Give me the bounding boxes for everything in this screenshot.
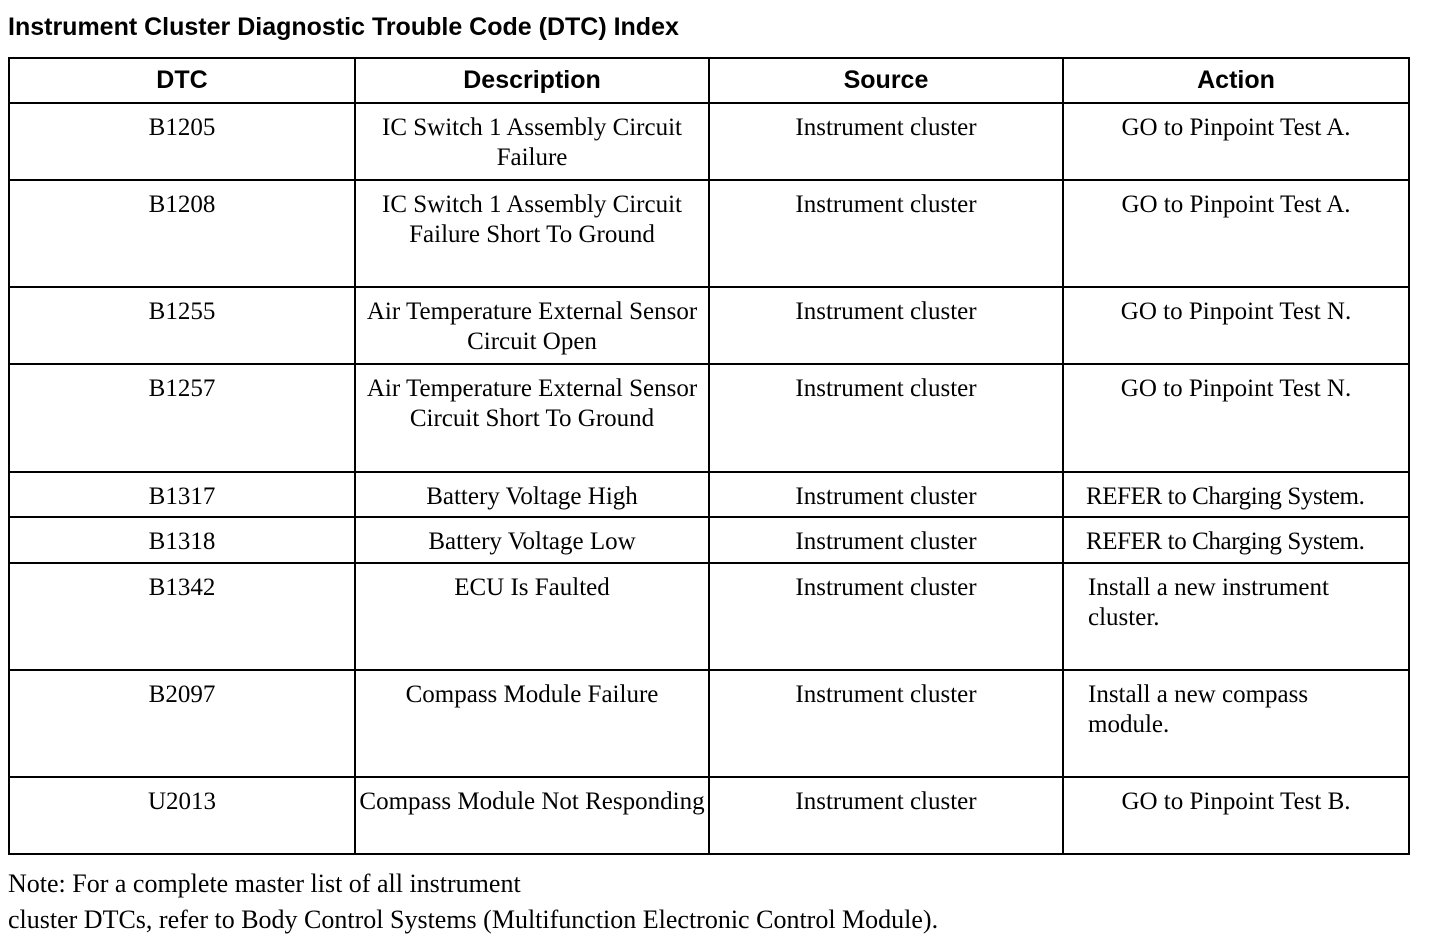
table-row xyxy=(9,777,1409,854)
dtc-code-cell: B1318 xyxy=(9,517,355,563)
column-header-source: Source xyxy=(709,58,1063,103)
footnote-line: Note: For a complete master list of all instrument xyxy=(8,869,521,898)
action-cell: GO to Pinpoint Test N. xyxy=(1063,287,1409,364)
dtc-code-cell: B1255 xyxy=(9,287,355,364)
description-cell: Battery Voltage Low xyxy=(355,517,709,563)
table-row xyxy=(9,364,1409,472)
table-row xyxy=(9,287,1409,364)
dtc-code-cell: B1257 xyxy=(9,364,355,472)
dtc-code-cell: B1208 xyxy=(9,180,355,287)
action-cell: Install a new compass module. xyxy=(1063,670,1409,777)
action-cell: Install a new instrument cluster. xyxy=(1063,563,1409,670)
table-row xyxy=(9,563,1409,670)
source-cell: Instrument cluster xyxy=(709,180,1063,287)
source-cell: Instrument cluster xyxy=(709,563,1063,670)
source-cell: Instrument cluster xyxy=(709,777,1063,854)
action-cell: GO to Pinpoint Test B. xyxy=(1063,777,1409,854)
dtc-code-cell: B2097 xyxy=(9,670,355,777)
description-cell: Air Temperature External Sensor Circuit Open xyxy=(355,287,709,364)
table-row xyxy=(9,472,1409,517)
column-header-description: Description xyxy=(355,58,709,103)
action-cell: REFER to Charging System. xyxy=(1063,472,1409,517)
description-cell: Battery Voltage High xyxy=(355,472,709,517)
action-cell: GO to Pinpoint Test N. xyxy=(1063,364,1409,472)
table-header-row xyxy=(9,58,1409,103)
description-cell: Compass Module Failure xyxy=(355,670,709,777)
column-header-action: Action xyxy=(1063,58,1409,103)
source-cell: Instrument cluster xyxy=(709,472,1063,517)
description-cell: IC Switch 1 Assembly Circuit Failure Short To Ground xyxy=(355,180,709,287)
description-cell: Air Temperature External Sensor Circuit Short To Ground xyxy=(355,364,709,472)
source-cell: Instrument cluster xyxy=(709,103,1063,180)
page-title: Instrument Cluster Diagnostic Trouble Code (DTC) Index xyxy=(8,13,679,41)
dtc-index-table xyxy=(8,57,1410,855)
column-header-dtc: DTC xyxy=(9,58,355,103)
table-row xyxy=(9,103,1409,180)
footnote xyxy=(8,866,938,938)
action-cell: REFER to Charging System. xyxy=(1063,517,1409,563)
source-cell: Instrument cluster xyxy=(709,287,1063,364)
dtc-code-cell: B1317 xyxy=(9,472,355,517)
description-cell: Compass Module Not Responding xyxy=(355,777,709,854)
dtc-code-cell: B1342 xyxy=(9,563,355,670)
description-cell: ECU Is Faulted xyxy=(355,563,709,670)
dtc-code-cell: B1205 xyxy=(9,103,355,180)
table-row xyxy=(9,670,1409,777)
source-cell: Instrument cluster xyxy=(709,670,1063,777)
source-cell: Instrument cluster xyxy=(709,364,1063,472)
source-cell: Instrument cluster xyxy=(709,517,1063,563)
dtc-code-cell: U2013 xyxy=(9,777,355,854)
action-cell: GO to Pinpoint Test A. xyxy=(1063,103,1409,180)
table-row xyxy=(9,180,1409,287)
table-row xyxy=(9,517,1409,563)
action-cell: GO to Pinpoint Test A. xyxy=(1063,180,1409,287)
description-cell: IC Switch 1 Assembly Circuit Failure xyxy=(355,103,709,180)
footnote-line: cluster DTCs, refer to Body Control Systems (Multifunction Electronic Control Module). xyxy=(8,905,939,934)
